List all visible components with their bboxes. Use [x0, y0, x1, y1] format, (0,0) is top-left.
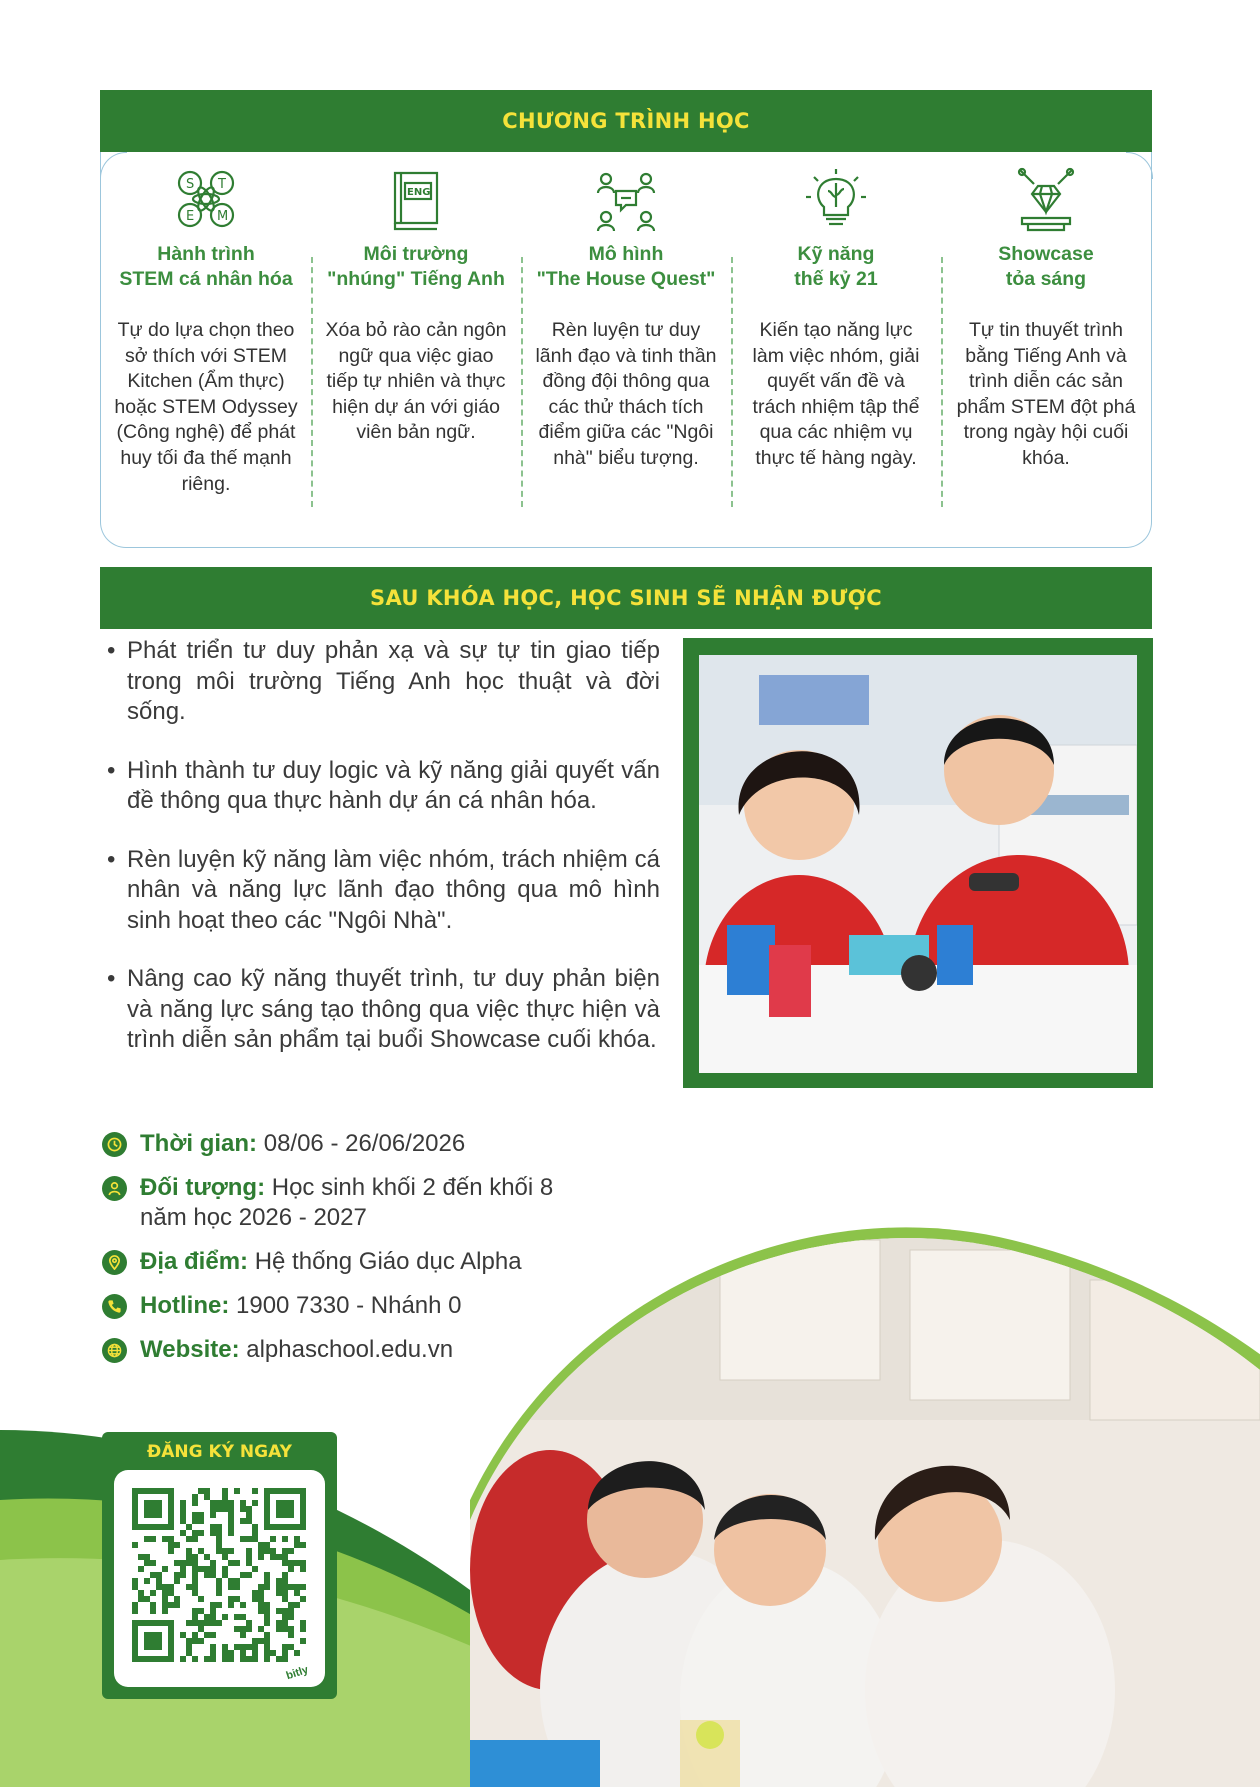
- outcomes-list: [100, 636, 660, 1084]
- register-title: ĐĂNG KÝ NGAY: [147, 1442, 292, 1462]
- program-title-skills: Kỹ năng thế kỷ 21: [794, 243, 878, 290]
- outcomes-banner: [100, 567, 1152, 629]
- program-desc-stem: Tự do lựa chọn theo sở thích với STEM Kitchen (Ẩm thực) hoặc STEM Odyssey (Công nghệ) để phát huy tối đa thế mạnh riêng.: [114, 319, 298, 495]
- svg-text:S: S: [186, 177, 195, 192]
- program-column-english: [311, 162, 521, 497]
- program-title-stem: Hành trình STEM cá nhân hóa: [119, 243, 293, 290]
- bitly-logo: bitly: [285, 1663, 311, 1683]
- qr-code[interactable]: [114, 1470, 325, 1687]
- globe-icon: [102, 1338, 127, 1363]
- program-column-house: [521, 162, 731, 497]
- program-title-english: Môi trường "nhúng" Tiếng Anh: [327, 243, 505, 290]
- list-item: • Rèn luyện kỹ năng làm việc nhóm, trách nhiệm cá nhân và năng lực lãnh đạo thông qua mô hình sinh hoạt theo các "Ngôi Nhà".: [107, 845, 660, 934]
- list-item: • Hình thành tư duy logic và kỹ năng giải quyết vấn đề thông qua thực hành dự án cá nhân hóa.: [107, 756, 660, 814]
- list-item: • Nâng cao kỹ năng thuyết trình, tư duy phản biện và năng lực sáng tạo thông qua việc thực hiện và trình diễn sản phẩm tại buổi Showcase cuối khóa.: [107, 965, 660, 1053]
- svg-text:T: T: [218, 177, 226, 192]
- svg-text:ENG: ENG: [407, 187, 431, 198]
- program-banner: [100, 90, 1152, 152]
- program-desc-english: Xóa bỏ rào cản ngôn ngữ qua việc giao tiếp tự nhiên và thực hiện dự án với giáo viên bản ngữ.: [325, 319, 507, 444]
- program-column-showcase: [941, 162, 1151, 497]
- program-column-skills: [731, 162, 941, 497]
- person-icon: [102, 1176, 127, 1201]
- diamond-showcase-icon: [941, 162, 1151, 236]
- info-website: Website: alphaschool.edu.vn: [100, 1335, 620, 1365]
- phone-icon: [102, 1294, 127, 1319]
- info-audience: Đối tượng: Học sinh khối 2 đến khối 8 năm học 2026 - 2027: [100, 1173, 620, 1233]
- clock-icon: [102, 1132, 127, 1157]
- program-title-house: Mô hình "The House Quest": [536, 243, 716, 290]
- info-time: Thời gian: 08/06 - 26/06/2026: [100, 1129, 620, 1159]
- outcomes-title: SAU KHÓA HỌC, HỌC SINH SẼ NHẬN ĐƯỢC: [370, 586, 882, 610]
- register-card: [102, 1432, 337, 1699]
- course-info: [100, 1129, 620, 1365]
- location-pin-icon: [102, 1250, 127, 1275]
- svg-text:E: E: [186, 209, 195, 224]
- program-desc-showcase: Tự tin thuyết trình bằng Tiếng Anh và trình diễn các sản phẩm STEM đột phá trong ngày hội cuối khóa.: [956, 319, 1136, 469]
- program-desc-house: Rèn luyện tư duy lãnh đạo và tinh thần đồng đội thông qua các thử thách tích điểm giữa các "Ngôi nhà" biểu tượng.: [535, 319, 717, 469]
- english-book-icon: [311, 162, 521, 236]
- program-box: [100, 152, 1152, 548]
- info-hotline: Hotline: 1900 7330 - Nhánh 0: [100, 1291, 620, 1321]
- svg-text:M: M: [217, 209, 229, 224]
- program-title-showcase: Showcase tỏa sáng: [998, 243, 1094, 290]
- list-item: • Phát triển tư duy phản xạ và sự tự tin giao tiếp trong môi trường Tiếng Anh học thuật và đời sống.: [107, 637, 660, 725]
- program-column-stem: [101, 162, 311, 497]
- robot-kids-photo: [683, 638, 1153, 1088]
- program-desc-skills: Kiến tạo năng lực làm việc nhóm, giải quyết vấn đề và trách nhiệm tập thể qua các nhiệm vụ thực tế hàng ngày.: [752, 319, 920, 469]
- info-location: Địa điểm: Hệ thống Giáo dục Alpha: [100, 1247, 620, 1277]
- team-discussion-icon: [521, 162, 731, 236]
- stem-icon: [101, 162, 311, 236]
- program-title: CHƯƠNG TRÌNH HỌC: [502, 109, 750, 133]
- lightbulb-brain-icon: [731, 162, 941, 236]
